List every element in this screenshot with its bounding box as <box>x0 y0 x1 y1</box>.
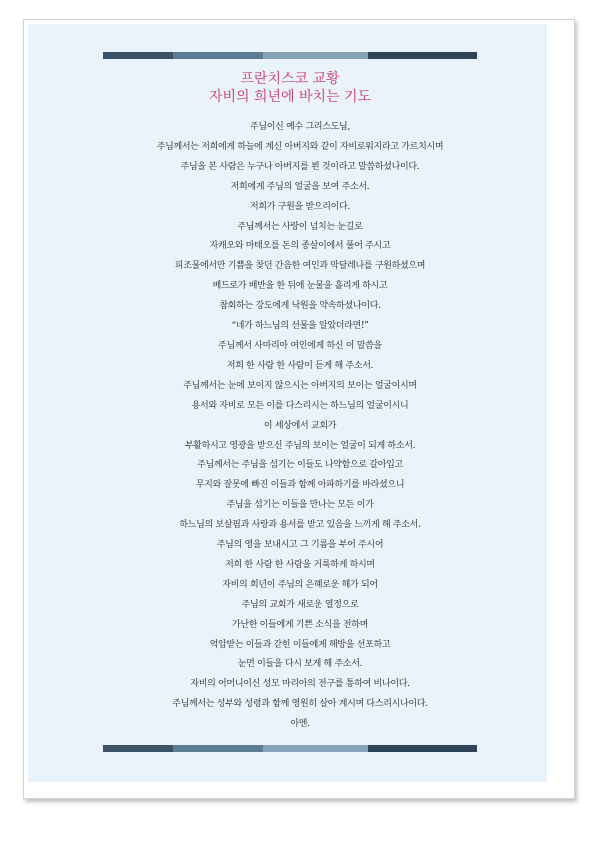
prayer-title: 자비의 희년에 바치는 기도 <box>208 89 372 105</box>
prayer-line: 주님을 섬기는 이들을 만나는 모든 이가 <box>226 500 374 511</box>
prayer-line: 주님께서는 사랑이 넘치는 눈길로 <box>237 221 363 232</box>
bar-segment <box>173 52 263 59</box>
bar-segment <box>263 52 368 59</box>
prayer-line: 주님의 교회가 새로운 열정으로 <box>241 599 359 610</box>
prayer-line: 주님께서 사마리아 여인에게 하신 이 말씀을 <box>218 340 382 351</box>
prayer-line: 참회하는 강도에게 낙원을 약속하셨나이다. <box>219 301 381 312</box>
prayer-line: 눈먼 이들을 다시 보게 해 주소서. <box>237 659 363 670</box>
prayer-line: 자캐오와 마태오를 돈의 종살이에서 풀어 주시고 <box>209 241 391 252</box>
prayer-line: 주님이신 예수 그리스도님, <box>249 122 351 132</box>
prayer-line: 하느님의 보살핌과 사랑과 용서를 받고 있음을 느끼게 해 주소서. <box>179 520 421 531</box>
prayer-line: 저희 한 사람 한 사람을 거룩하게 하시며 <box>225 559 375 570</box>
bottom-decorative-bar <box>103 745 477 752</box>
prayer-line: 저희에게 주님의 얼굴을 보여 주소서. <box>230 181 370 192</box>
amen-line: 아멘. <box>290 719 310 730</box>
bar-segment <box>263 745 368 752</box>
prayer-line: 저희 한 사람 한 사람이 듣게 해 주소서. <box>226 360 374 371</box>
bar-segment <box>103 745 173 752</box>
prayer-line: 피조물에서만 기쁨을 찾던 간음한 여인과 막달레나를 구원하셨으며 <box>174 261 426 272</box>
prayer-line: 주님께서는 성부와 성령과 함께 영원히 살아 계시며 다스리시나이다. <box>172 699 428 710</box>
bar-segment <box>368 745 477 752</box>
prayer-line: 주님의 영을 보내시고 그 기름을 부어 주시어 <box>216 540 384 551</box>
bar-segment <box>368 52 477 59</box>
prayer-line: 억압받는 이들과 갇힌 이들에게 해방을 선포하고 <box>209 639 391 650</box>
prayer-line: 부활하시고 영광을 받으신 주님의 보이는 얼굴이 되게 하소서. <box>184 440 416 451</box>
prayer-line: 주님께서는 눈에 보이지 않으시는 아버지의 보이는 얼굴이시며 <box>183 380 417 391</box>
prayer-line: 자비의 희년이 주님의 은혜로운 해가 되어 <box>222 579 378 590</box>
prayer-line: 주님께서는 저희에게 하늘에 계신 아버지와 같이 자비로워지라고 가르치시며 <box>156 141 444 152</box>
bar-segment <box>173 745 263 752</box>
title-block <box>103 70 477 106</box>
prayer-line: 용서와 자비로 모든 이를 다스리시는 하느님의 얼굴이시니 <box>191 400 409 411</box>
author-title: 프란치스코 교황 <box>240 71 340 87</box>
prayer-body <box>60 118 540 735</box>
prayer-line: 저희가 구원을 받으리이다. <box>249 201 351 212</box>
prayer-line: 이 세상에서 교회가 <box>263 420 337 431</box>
prayer-line: 주님을 본 사람은 누구나 아버지를 뵌 것이라고 말씀하셨나이다. <box>180 161 420 172</box>
prayer-line: 자비의 어머니이신 성모 마리아의 전구를 통하여 비나이다. <box>190 679 410 690</box>
bar-segment <box>103 52 173 59</box>
prayer-line: 무지와 잘못에 빠진 이들과 함께 아파하기를 바라셨으니 <box>195 480 405 491</box>
prayer-line: 주님께서는 주님을 섬기는 이들도 나약함으로 갈아입고 <box>197 460 403 471</box>
prayer-line: “네가 하느님의 선물을 알았더라면!” <box>231 321 369 332</box>
prayer-line: 베드로가 배반을 한 뒤에 눈물을 흘리게 하시고 <box>212 281 388 292</box>
top-decorative-bar <box>103 52 477 59</box>
prayer-line: 가난한 이들에게 기쁜 소식을 전하며 <box>231 619 369 630</box>
